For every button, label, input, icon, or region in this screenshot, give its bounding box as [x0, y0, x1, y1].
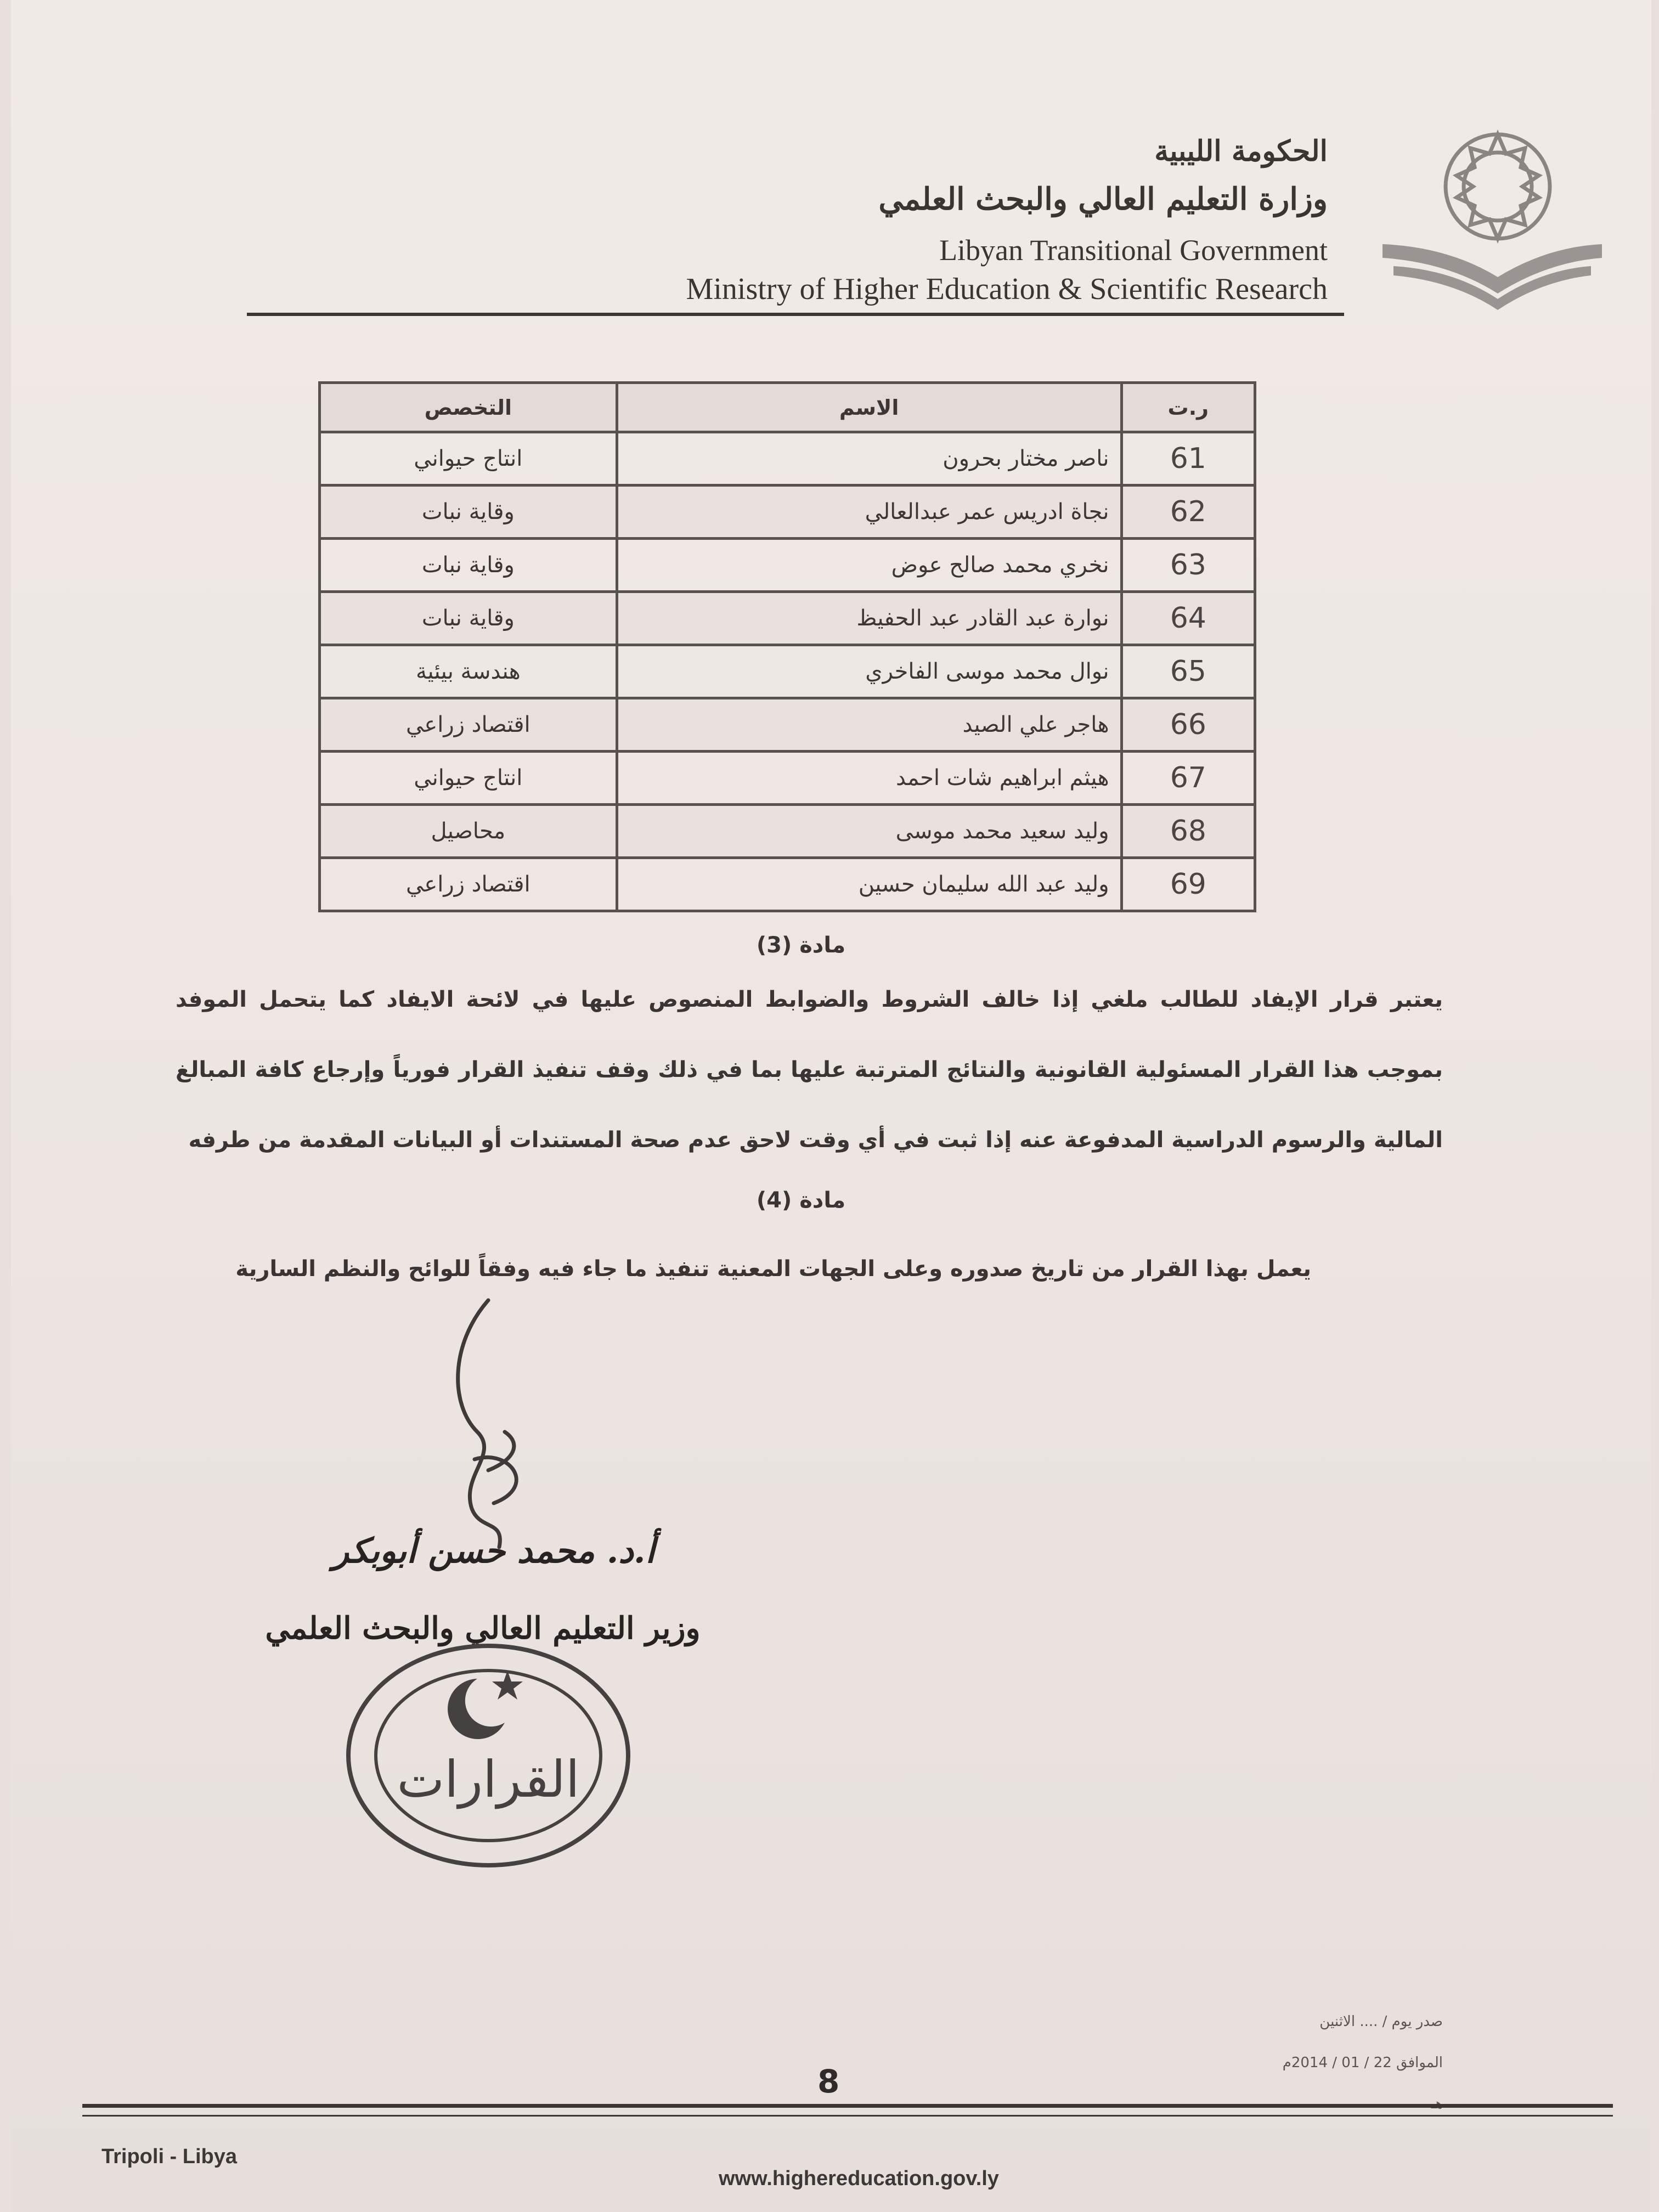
cell-spec: هندسة بيئية — [320, 645, 617, 698]
cell-num: 69 — [1121, 858, 1255, 911]
table-row — [320, 432, 1255, 486]
cell-num: 62 — [1121, 486, 1255, 539]
cell-num: 68 — [1121, 805, 1255, 858]
table-row — [320, 752, 1255, 805]
table-row — [320, 698, 1255, 752]
footer-divider-top — [82, 2104, 1613, 2108]
cell-num: 67 — [1121, 752, 1255, 805]
cell-spec: وقاية نبات — [320, 539, 617, 592]
ministry-emblem-icon — [1372, 126, 1613, 335]
signatory-name: أ.د. محمد حسن أبوبكر — [332, 1531, 655, 1571]
cell-num: 61 — [1121, 432, 1255, 486]
cell-name: ناصر مختار بحرون — [617, 432, 1121, 486]
table-row — [320, 645, 1255, 698]
government-name-en: Libyan Transitional Government — [939, 234, 1328, 267]
header-divider — [247, 313, 1344, 316]
cell-name: وليد سعيد محمد موسى — [617, 805, 1121, 858]
footer-city: Tripoli - Libya — [101, 2145, 238, 2168]
article-3-title: مادة (3) — [756, 933, 846, 958]
column-header-spec: التخصص — [320, 383, 617, 432]
table-row — [320, 592, 1255, 645]
page-number: 8 — [817, 2063, 840, 2100]
footer-website-link[interactable]: www.highereducation.gov.ly — [719, 2167, 999, 2190]
table-row — [320, 486, 1255, 539]
table-row — [320, 539, 1255, 592]
cell-name: نجاة ادريس عمر عبدالعالي — [617, 486, 1121, 539]
article-4-text: يعمل بهذا القرار من تاريخ صدوره وعلى الجهات المعنية تنفيذ ما جاء فيه وفقاً للوائح والنظم السارية — [235, 1256, 1311, 1282]
table-row — [320, 805, 1255, 858]
table-header-row — [320, 383, 1255, 432]
cell-num: 63 — [1121, 539, 1255, 592]
cell-spec: انتاج حيواني — [320, 752, 617, 805]
document-page — [11, 0, 1651, 2212]
signatory-title: وزير التعليم العالي والبحث العلمي — [265, 1610, 701, 1646]
cell-spec: وقاية نبات — [320, 592, 617, 645]
stamp-label: القرارات — [397, 1750, 580, 1809]
cell-name: وليد عبد الله سليمان حسين — [617, 858, 1121, 911]
issue-day: صدر يوم / .... الاثنين — [1319, 2013, 1443, 2030]
issue-date: الموافق 22 / 01 / 2014م — [1282, 2055, 1443, 2071]
footer-divider-bottom — [82, 2115, 1613, 2117]
cell-name: نخري محمد صالح عوض — [617, 539, 1121, 592]
official-stamp — [340, 1640, 636, 1871]
article-4-title: مادة (4) — [756, 1188, 846, 1213]
cell-spec: محاصيل — [320, 805, 617, 858]
ministry-name-ar: وزارة التعليم العالي والبحث العلمي — [878, 181, 1328, 217]
handwritten-signature — [428, 1295, 592, 1558]
government-name-ar: الحكومة الليبية — [1154, 134, 1328, 168]
cell-num: 65 — [1121, 645, 1255, 698]
cell-num: 66 — [1121, 698, 1255, 752]
cell-spec: اقتصاد زراعي — [320, 698, 617, 752]
cell-name: هاجر علي الصيد — [617, 698, 1121, 752]
ministry-name-en: Ministry of Higher Education & Scientific Research — [686, 272, 1328, 306]
cell-name: هيثم ابراهيم شات احمد — [617, 752, 1121, 805]
column-header-num: ر.ت — [1121, 383, 1255, 432]
cell-spec: انتاج حيواني — [320, 432, 617, 486]
cell-name: نوال محمد موسى الفاخري — [617, 645, 1121, 698]
cell-spec: اقتصاد زراعي — [320, 858, 617, 911]
cell-num: 64 — [1121, 592, 1255, 645]
article-3-text: يعتبر قرار الإيفاد للطالب ملغي إذا خالف الشروط والضوابط المنصوص عليها في لائحة الايفاد كما يتحمل الموفد بموجب هذا القرار المسئولية القانونية والنتائج المترتبة عليها بما في ذلك وقف تنفيذ القرار فورياً وإرجاع كافة المبالغ المالية والرسوم الدراسية المدفوعة عنه إذا ثبت في أي وقت لاحق عدم صحة المستندات أو البيانات المقدمة من طرفه — [176, 987, 1443, 1153]
table-row — [320, 858, 1255, 911]
cell-name: نوارة عبد القادر عبد الحفيظ — [617, 592, 1121, 645]
students-table — [318, 381, 1256, 912]
column-header-name: الاسم — [617, 383, 1121, 432]
cell-spec: وقاية نبات — [320, 486, 617, 539]
